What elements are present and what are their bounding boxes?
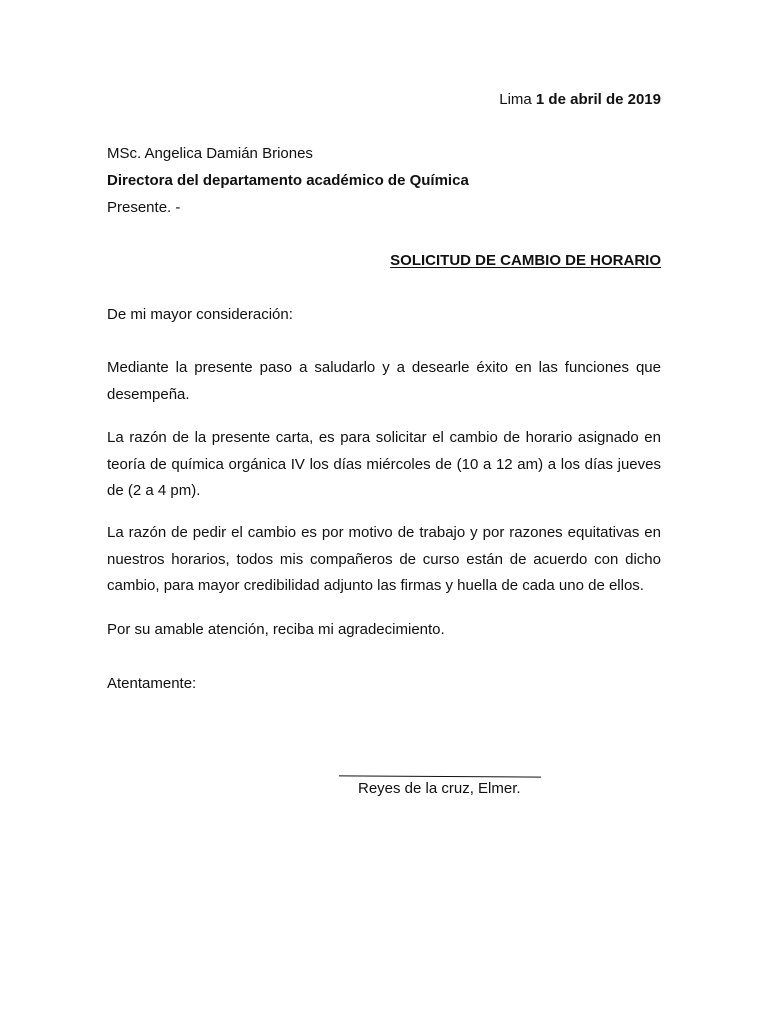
- closing-line: Por su amable atención, reciba mi agradecimiento.: [107, 621, 445, 638]
- signature-name: Reyes de la cruz, Elmer.: [358, 780, 521, 797]
- presente-line: Presente. -: [107, 199, 181, 216]
- letter-date: [499, 91, 661, 109]
- sign-off: Atentamente:: [107, 675, 197, 692]
- paragraph-line: de (2 a 4 pm).: [107, 482, 201, 499]
- paragraph-1: [107, 355, 661, 408]
- paragraph-3: [107, 520, 661, 600]
- paragraph-line: La razón de la presente carta, es para solicitar el cambio de horario asignado en: [107, 429, 661, 446]
- paragraph-line: desempeña.: [107, 385, 190, 403]
- paragraph-line: nuestros horarios, todos mis compañeros de curso están de acuerdo con dicho: [107, 550, 661, 568]
- date-value: 1 de abril de 2019: [535, 91, 661, 108]
- recipient-title: Directora del departamento académico de Química: [107, 172, 469, 189]
- paragraph-line: La razón de pedir el cambio es por motivo de trabajo y por razones equitativas en: [107, 524, 661, 541]
- paragraph-line: teoría de química orgánica IV los días miércoles de (10 a 12 am) a los días jueves: [107, 455, 661, 473]
- greeting: De mi mayor consideración:: [107, 306, 293, 323]
- date-place: Lima: [499, 91, 536, 108]
- signature-line: [339, 775, 541, 777]
- paragraph-line: cambio, para mayor credibilidad adjunto las firmas y huella de cada uno de ellos.: [107, 577, 644, 594]
- recipient-name: MSc. Angelica Damián Briones: [107, 145, 313, 162]
- letter-subject: SOLICITUD DE CAMBIO DE HORARIO: [390, 252, 661, 269]
- paragraph-2: [107, 425, 661, 505]
- paragraph-line: Mediante la presente paso a saludarlo y a desearle éxito en las funciones que: [107, 359, 661, 376]
